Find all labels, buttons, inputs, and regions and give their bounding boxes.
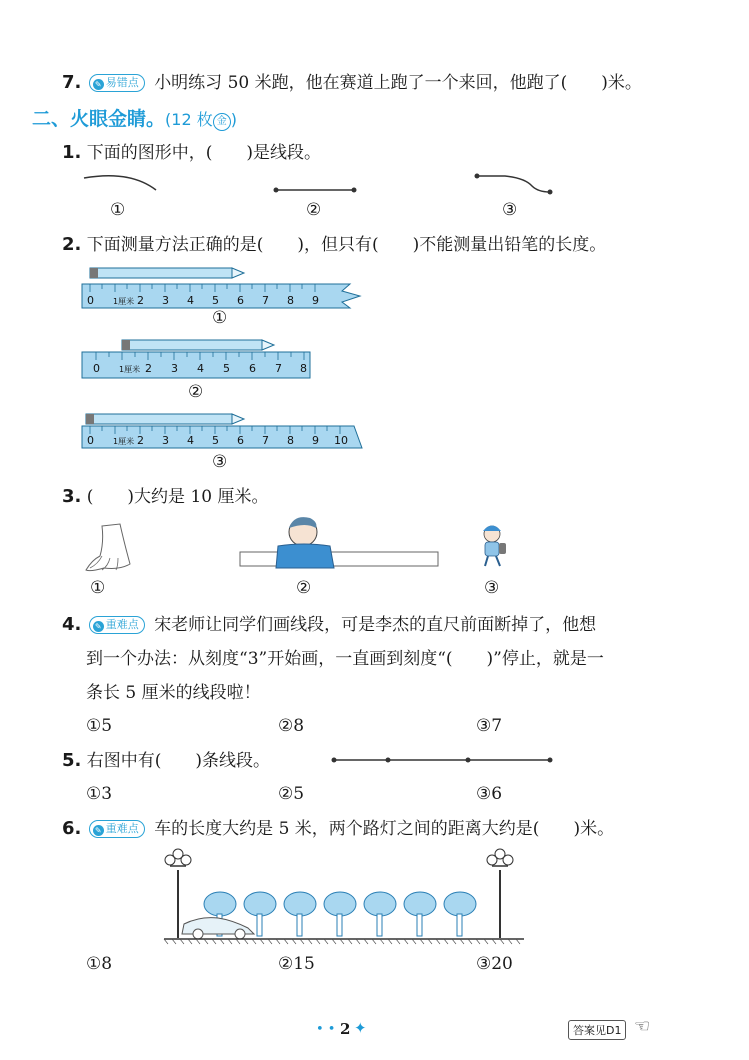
question-7 bbox=[62, 72, 642, 94]
tick-label: 5 bbox=[212, 434, 219, 447]
pencil-2-tip bbox=[262, 340, 274, 350]
question-text: 下面的图形中，( )是线段。 bbox=[86, 143, 322, 163]
q1-option-1: ① bbox=[110, 200, 126, 220]
question-number: 5. bbox=[62, 750, 82, 771]
question-1 bbox=[62, 142, 321, 164]
question-text: 车的长度大约是 5 米，两个路灯之间的距离大约是( )米。 bbox=[154, 819, 615, 839]
segment-endpoint bbox=[352, 188, 357, 193]
segment-point bbox=[548, 758, 553, 763]
ruler-figure-1 bbox=[80, 262, 370, 310]
pencil-2-eraser bbox=[122, 340, 130, 350]
pencil-3 bbox=[86, 414, 232, 424]
q5-option-2: ②5 bbox=[278, 784, 305, 804]
tick-label: 5 bbox=[223, 362, 230, 375]
tag-label: 易错点 bbox=[105, 75, 139, 89]
q6-option-3: ③20 bbox=[476, 954, 513, 974]
pencil-3-tip bbox=[232, 414, 244, 424]
pencil-1-eraser bbox=[90, 268, 98, 278]
tag-icon: ✎ bbox=[93, 825, 104, 836]
segment-point bbox=[466, 758, 471, 763]
question-text: 小明练习 50 米跑，他在赛道上跑了一个来回，他跑了( )米。 bbox=[154, 73, 642, 93]
q5-line-figure bbox=[328, 752, 558, 768]
section-heading: 二、火眼金睛。 bbox=[32, 108, 166, 130]
tick-label: 1厘米 bbox=[113, 437, 135, 446]
q2-option-3: ③ bbox=[212, 452, 228, 472]
tick-label: 1厘米 bbox=[113, 297, 135, 306]
question-number: 2. bbox=[62, 234, 82, 255]
tick-label: 10 bbox=[334, 434, 348, 447]
tick-label: 7 bbox=[262, 434, 269, 447]
tag-label: 重难点 bbox=[105, 617, 139, 631]
q2-option-2: ② bbox=[188, 382, 204, 402]
bent-endpoint bbox=[548, 190, 553, 195]
tick-label: 1厘米 bbox=[119, 365, 141, 374]
q4-option-2: ②8 bbox=[278, 716, 305, 736]
tag-icon: ✎ bbox=[93, 79, 104, 90]
question-text: 宋老师让同学们画线段，可是李杰的直尺前面断掉了，他想 bbox=[154, 615, 597, 635]
section-points: (12 枚 bbox=[165, 110, 213, 129]
q2-option-1: ① bbox=[212, 308, 228, 328]
tick-label: 4 bbox=[197, 362, 204, 375]
tick-label: 2 bbox=[137, 434, 144, 447]
q4-option-1: ①5 bbox=[86, 716, 113, 736]
ruler-figure-3 bbox=[80, 410, 370, 452]
tick-label: 0 bbox=[87, 434, 94, 447]
coin-label: 金 bbox=[216, 116, 227, 127]
tick-label: 4 bbox=[187, 434, 194, 447]
question-text: 右图中有( )条线段。 bbox=[86, 751, 271, 771]
pencil-3-eraser bbox=[86, 414, 94, 424]
tick-label: 7 bbox=[262, 294, 269, 307]
tick-label: 2 bbox=[145, 362, 152, 375]
q5-option-3: ③6 bbox=[476, 784, 503, 804]
tick-label: 6 bbox=[237, 294, 244, 307]
q1-figures bbox=[80, 168, 560, 198]
boy-shirt bbox=[276, 544, 334, 568]
question-number: 4. bbox=[62, 614, 82, 635]
difficulty-tag bbox=[89, 820, 145, 838]
answer-reference: 答案见D1 bbox=[568, 1020, 626, 1040]
question-6 bbox=[62, 818, 614, 840]
tick-label: 5 bbox=[212, 294, 219, 307]
q4-option-3: ③7 bbox=[476, 716, 503, 736]
tick-label: 9 bbox=[312, 294, 319, 307]
pencil-2 bbox=[122, 340, 262, 350]
tick-label: 2 bbox=[137, 294, 144, 307]
question-number: 6. bbox=[62, 818, 82, 839]
tick-label: 3 bbox=[162, 294, 169, 307]
page-number: 2 bbox=[340, 1020, 351, 1038]
q6-option-2: ②15 bbox=[278, 954, 315, 974]
question-text: ( )大约是 10 厘米。 bbox=[86, 487, 269, 507]
segment-point bbox=[386, 758, 391, 763]
small-boy-backpack bbox=[499, 543, 506, 554]
section-points-close: ) bbox=[230, 110, 237, 129]
arm-span-bar bbox=[240, 552, 438, 566]
question-4-line-3: 条长 5 厘米的线段啦！ bbox=[86, 683, 261, 703]
curve-figure bbox=[84, 176, 156, 190]
small-boy-body bbox=[485, 542, 499, 556]
bent-figure bbox=[477, 176, 550, 192]
question-3 bbox=[62, 486, 269, 508]
tick-label: 8 bbox=[300, 362, 307, 375]
sparkle-icon: ✦ bbox=[354, 1019, 367, 1037]
tag-icon: ✎ bbox=[93, 621, 104, 632]
bent-endpoint bbox=[475, 174, 480, 179]
question-2 bbox=[62, 234, 606, 256]
tick-label: 3 bbox=[171, 362, 178, 375]
ruler-figure-2 bbox=[80, 336, 320, 382]
tick-label: 4 bbox=[187, 294, 194, 307]
question-number: 3. bbox=[62, 486, 82, 507]
segment-point bbox=[332, 758, 337, 763]
tick-label: 3 bbox=[162, 434, 169, 447]
q3-option-3: ③ bbox=[484, 578, 500, 598]
tick-label: 6 bbox=[249, 362, 256, 375]
q1-option-2: ② bbox=[306, 200, 322, 220]
tick-label: 7 bbox=[275, 362, 282, 375]
tick-label: 8 bbox=[287, 294, 294, 307]
q3-option-1: ① bbox=[90, 578, 106, 598]
question-number: 1. bbox=[62, 142, 82, 163]
question-4 bbox=[62, 614, 596, 636]
tick-label: 0 bbox=[87, 294, 94, 307]
difficulty-tag bbox=[89, 74, 145, 92]
section-title bbox=[32, 104, 237, 131]
footer-decor-left: • • bbox=[316, 1022, 336, 1037]
tick-label: 6 bbox=[237, 434, 244, 447]
tick-label: 9 bbox=[312, 434, 319, 447]
tick-label: 0 bbox=[93, 362, 100, 375]
small-boy-legs bbox=[485, 556, 500, 566]
pencil-1 bbox=[90, 268, 232, 278]
pencil-1-tip bbox=[232, 268, 244, 278]
q3-option-2: ② bbox=[296, 578, 312, 598]
tick-label: 8 bbox=[287, 434, 294, 447]
segment-endpoint bbox=[274, 188, 279, 193]
street-scene bbox=[160, 846, 530, 946]
coin-icon bbox=[213, 113, 231, 131]
tag-label: 重难点 bbox=[105, 821, 139, 835]
question-text: 下面测量方法正确的是( )，但只有( )不能测量出铅笔的长度。 bbox=[86, 235, 607, 255]
difficulty-tag bbox=[89, 616, 145, 634]
street-lamp-right bbox=[487, 849, 513, 938]
q3-figures bbox=[80, 512, 550, 578]
q5-option-1: ①3 bbox=[86, 784, 113, 804]
small-boy-hat bbox=[483, 526, 501, 532]
question-4-line-2: 到一个办法：从刻度“3”开始画，一直画到刻度“( )”停止，就是一 bbox=[86, 649, 604, 669]
pointing-hand-icon: ☜ bbox=[634, 1016, 651, 1037]
q1-option-3: ③ bbox=[502, 200, 518, 220]
question-number: 7. bbox=[62, 72, 82, 93]
q6-option-1: ①8 bbox=[86, 954, 113, 974]
question-5 bbox=[62, 750, 270, 772]
